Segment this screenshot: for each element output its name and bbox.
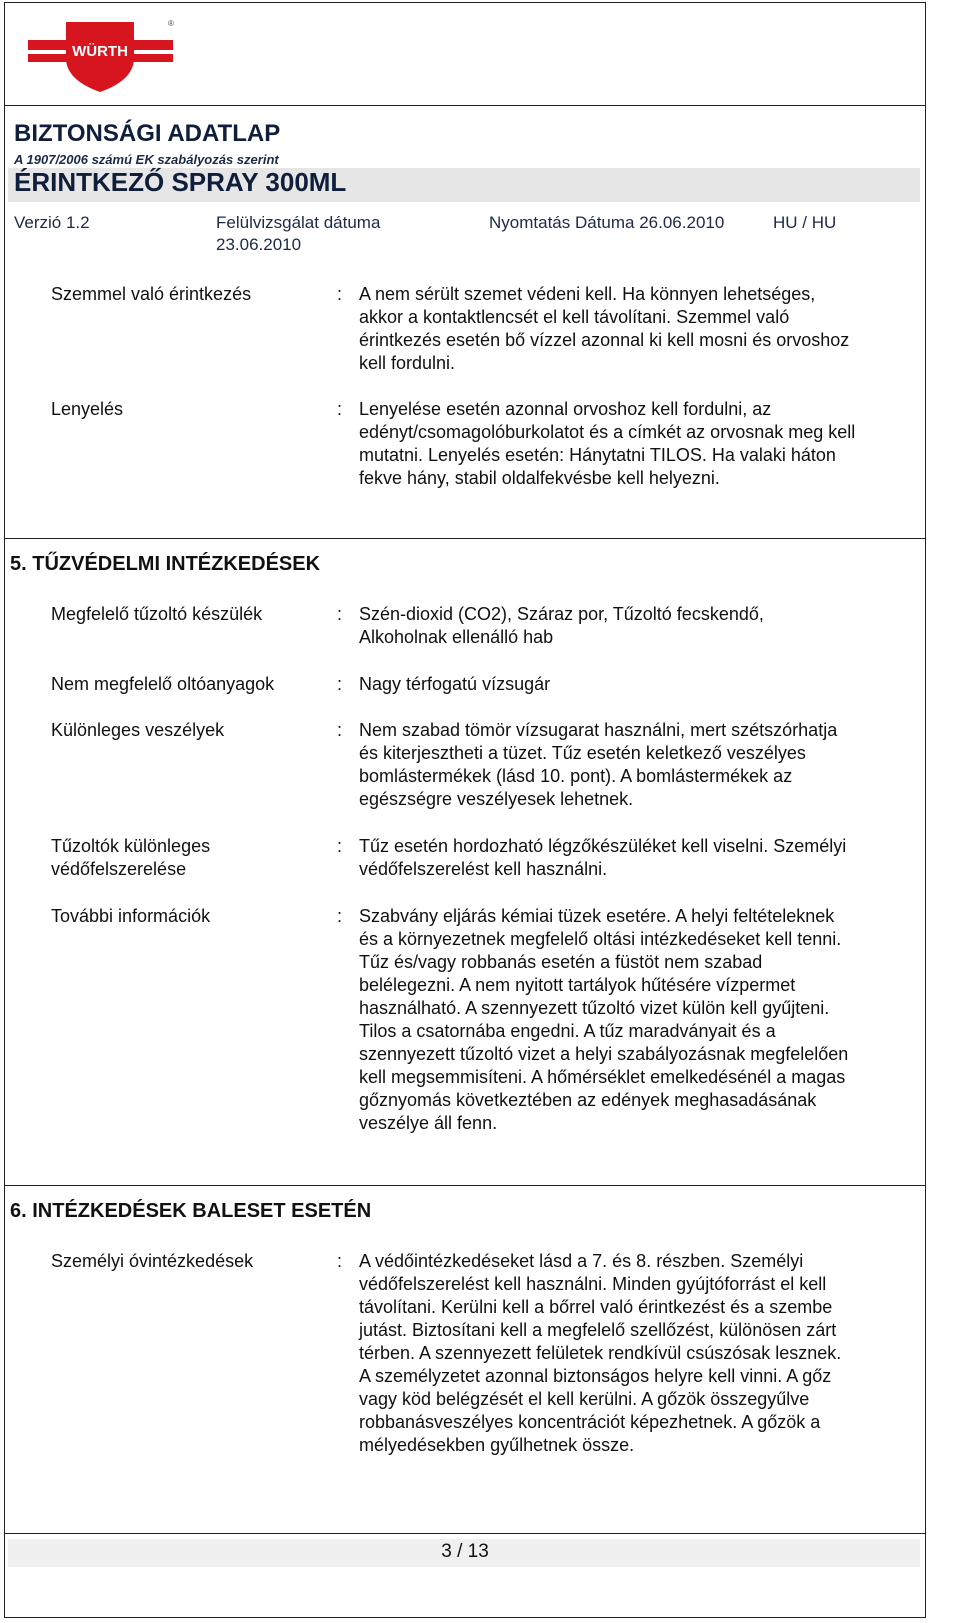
row-label: Szemmel való érintkezés — [51, 284, 252, 304]
regulation-subtitle: A 1907/2006 számú EK szabályozás szerint — [14, 152, 279, 167]
product-name: ÉRINTKEZŐ SPRAY 300ML — [14, 167, 347, 197]
header-separator — [4, 105, 926, 106]
revision-label: Felülvizsgálat dátuma — [216, 213, 381, 232]
row-value: Lenyelése esetén azonnal orvoshoz kell fordulni, az edényt/csomagolóburkolatot és a címkét az orvosnak meg kell mutatni. Lenyelés esetén: Hánytatni TILOS. Ha valaki háton fekve hány, stabil oldalfekvésbe kell helyezni. — [359, 399, 856, 488]
section-title: 6. INTÉZKEDÉSEK BALESET ESETÉN — [10, 1200, 372, 1222]
row-label: Megfelelő tűzoltó készülék — [51, 604, 263, 624]
row-value: Szabvány eljárás kémiai tüzek esetére. A helyi feltételeknek és a környezetnek megfelelő oltási intézkedéseket kell tenni. Tűz és/vagy robbanás esetén a füstöt nem szabad belélegezni. A nem nyitott tartályok hűtésére vízpermet használható. A szennyezett tűzoltó vizet külön kell gyűjteni. Tilos a csatornába engedni. A tűz maradványait és a szennyezett tűzoltó vizet a helyi szabályozásnak megfelelően kell megsemmisíteni. A hőmérséklet emelkedésénél a magas gőznyomás következtében az edények meghasadásának veszélye áll fenn. — [359, 906, 849, 1133]
row-colon: : — [337, 906, 343, 926]
row-colon: : — [337, 284, 343, 304]
document-title: BIZTONSÁGI ADATLAP — [14, 120, 281, 147]
row-label: Tűzoltók különleges védőfelszerelése — [51, 836, 211, 879]
row-colon: : — [337, 674, 343, 694]
svg-text:WÜRTH: WÜRTH — [72, 43, 128, 60]
row-value: A nem sérült szemet védeni kell. Ha könnyen lehetséges, akkor a kontaktlencsét el kell távolítani. Szemmel való érintkezés esetén bő vízzel azonnal ki kell mosni és orvoshoz kell fordulni. — [359, 284, 850, 373]
row-value: Szén-dioxid (CO2), Száraz por, Tűzoltó fecskendő, Alkoholnak ellenálló hab — [359, 604, 764, 647]
row-value: Nem szabad tömör vízsugarat használni, mert szétszórhatja és kiterjesztheti a tüzet. Tűz esetén keletkező veszélyes bomlástermékek (lásd 10. pont). A bomlástermékek az egészségre veszélyesek lehetnek. — [359, 720, 838, 809]
row-colon: : — [337, 604, 343, 624]
print-date: Nyomtatás Dátuma 26.06.2010 — [489, 213, 725, 232]
row-colon: : — [337, 1251, 343, 1271]
svg-text:®: ® — [168, 19, 174, 28]
version: Verzió 1.2 — [14, 213, 90, 232]
row-value: Tűz esetén hordozható légzőkészüléket kell viselni. Személyi védőfelszerelést kell használni. — [359, 836, 847, 879]
row-label: Különleges veszélyek — [51, 720, 225, 740]
row-colon: : — [337, 720, 343, 740]
page-number: 3 / 13 — [441, 1541, 489, 1562]
row-label: Személyi óvintézkedések — [51, 1251, 254, 1271]
wurth-logo — [28, 18, 173, 99]
row-label: Nem megfelelő oltóanyagok — [51, 674, 275, 694]
footer-divider — [4, 1533, 926, 1534]
row-label: Lenyelés — [51, 399, 124, 419]
row-value: A védőintézkedéseket lásd a 7. és 8. részben. Személyi védőfelszerelést kell használni. Minden gyújtóforrást el kell távolítani. Kerülni kell a bőrrel való érintkezést és a szembe jutást. Biztosítani kell a megfelelő szellőzést, különösen zárt térben. A szennyezett felületek rendkívül csúszósak lesznek. A személyzetet azonnal biztonságos helyre kell vinni. A gőz vagy köd belégzését el kell kerülni. A gőzök összegyűlve robbanásveszélyes koncentrációt képezhetnek. A gőzök a mélyedésekben gyűlhetnek össze. — [359, 1251, 842, 1455]
language: HU / HU — [773, 213, 837, 232]
row-colon: : — [337, 399, 343, 419]
row-colon: : — [337, 836, 343, 856]
section-title: 5. TŰZVÉDELMI INTÉZKEDÉSEK — [10, 553, 321, 575]
section-divider — [4, 1185, 926, 1186]
section-divider — [4, 538, 926, 539]
row-label: További információk — [51, 906, 211, 926]
revision-date: 23.06.2010 — [216, 235, 302, 254]
row-value: Nagy térfogatú vízsugár — [359, 674, 551, 694]
